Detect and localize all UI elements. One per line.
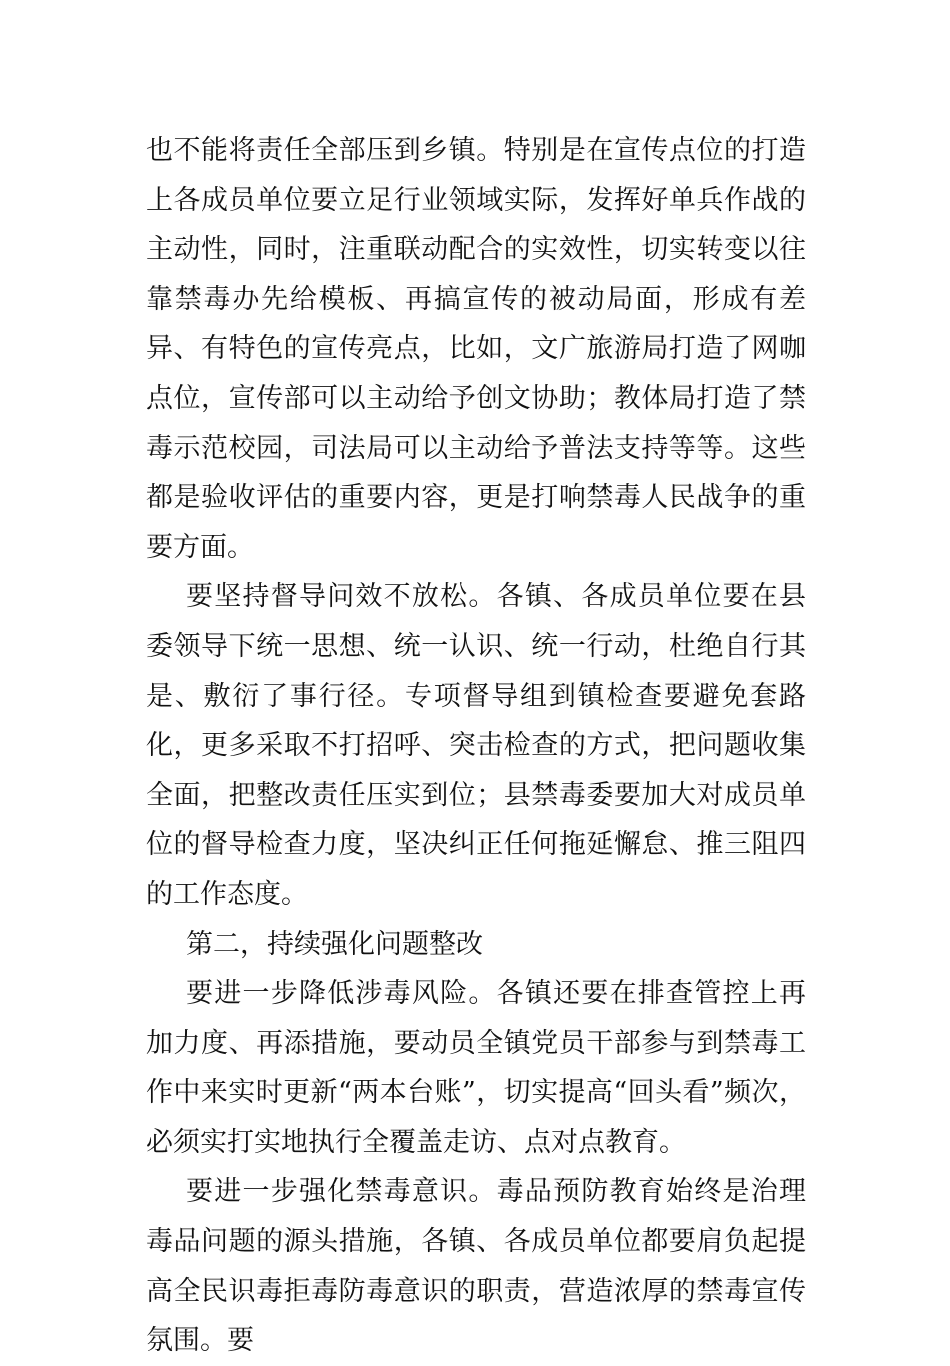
paragraph-supervision: 要坚持督导问效不放松。各镇、各成员单位要在县委领导下统一思想、统一认识、统一行动，杜绝自行其是、敷衍了事行径。专项督导组到镇检查要避免套路化，更多采取不打招呼、突击检查的方式，把问题收集全面，把整改责任压实到位；县禁毒委要加大对成员单位的督导检查力度，坚决纠正任何拖延懈怠、推三阻四的工作态度。 (146, 581, 806, 910)
section-heading: 第二，持续强化问题整改 (186, 928, 483, 960)
paragraph-continuation: 也不能将责任全部压到乡镇。特别是在宣传点位的打造上各成员单位要立足行业领域实际，发挥好单兵作战的主动性，同时，注重联动配合的实效性，切实转变以往靠禁毒办先给模板、再搞宣传的被动局面，形成有差异、有特色的宣传亮点，比如，文广旅游局打造了网咖点位，宣传部可以主动给予创文协助；教体局打造了禁毒示范校园，司法局可以主动给予普法支持等等。这些都是验收评估的重要内容，更是打响禁毒人民战争的重要方面。 (146, 135, 806, 563)
paragraph-awareness: 要进一步强化禁毒意识。毒品预防教育始终是治理毒品问题的源头措施，各镇、各成员单位都要肩负起提高全民识毒拒毒防毒意识的职责，营造浓厚的禁毒宣传氛围。要 (146, 1176, 806, 1357)
document-body (146, 126, 806, 1366)
paragraph-reduce-risk: 要进一步降低涉毒风险。各镇还要在排查管控上再加力度、再添措施，要动员全镇党员干部参与到禁毒工作中来实时更新“两本台账”，切实提高“回头看”频次，必须实打实地执行全覆盖走访、点对点教育。 (146, 978, 806, 1158)
